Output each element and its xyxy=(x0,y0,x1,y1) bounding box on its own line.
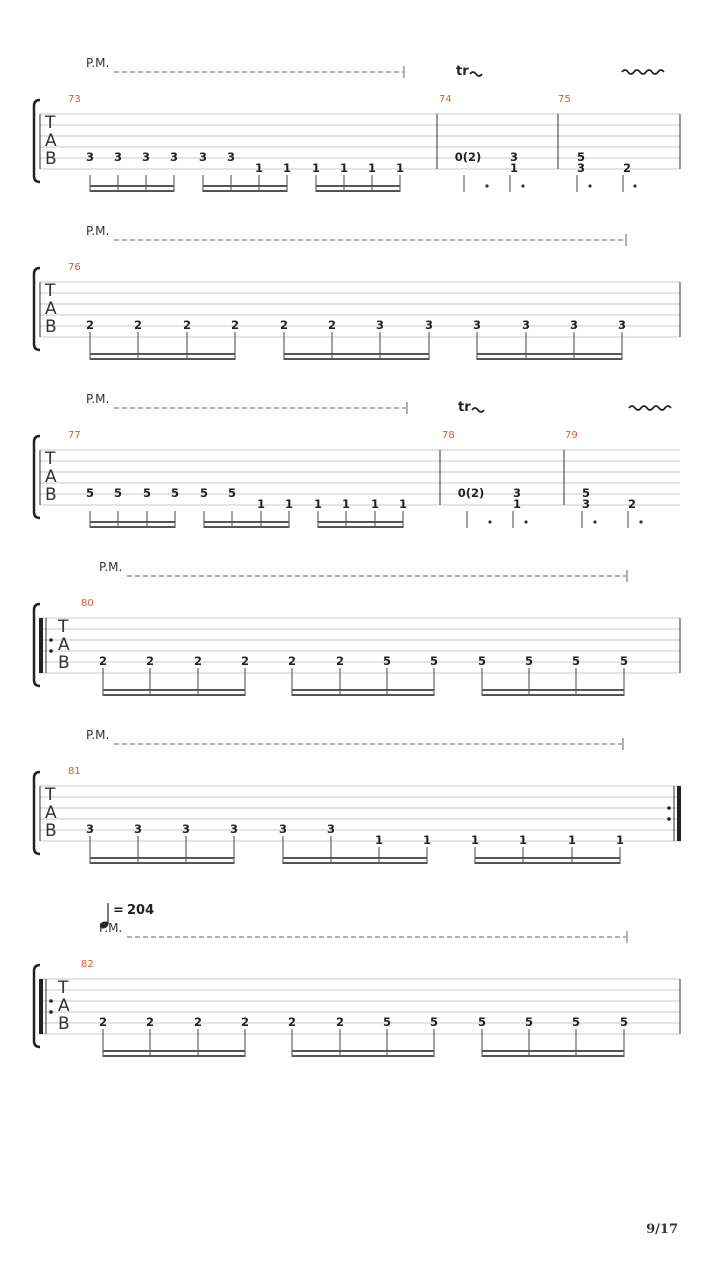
bar-number: 80 xyxy=(81,598,94,609)
fret-number: 2 xyxy=(240,654,250,668)
fret-number: 3 xyxy=(521,318,531,332)
system-2 xyxy=(34,224,680,360)
note-stems xyxy=(90,175,623,192)
repeat-dot xyxy=(667,817,671,821)
fret-number: 3 xyxy=(278,822,288,836)
fret-number: 3 xyxy=(113,150,123,164)
tab-clef-b: B xyxy=(45,149,57,169)
tab-clef-a: A xyxy=(45,131,57,151)
beams xyxy=(90,354,622,359)
dotted-notes xyxy=(485,184,636,187)
fret-number: 3 xyxy=(576,161,586,175)
fret-number: 1 xyxy=(470,833,480,847)
fret-number: 2 xyxy=(622,161,632,175)
staff-lines xyxy=(40,979,680,1034)
fret-number: 1 xyxy=(339,161,349,175)
note-stems xyxy=(90,836,620,864)
fret-number: 0(2) xyxy=(454,150,482,164)
fret-number: 5 xyxy=(477,654,487,668)
note-stems xyxy=(103,668,624,696)
fret-number: 5 xyxy=(477,1015,487,1029)
tab-clef-b: B xyxy=(58,1014,70,1034)
fret-number: 1 xyxy=(374,833,384,847)
staff-lines xyxy=(40,618,680,673)
fret-number: 2 xyxy=(327,318,337,332)
system-3 xyxy=(34,392,680,528)
fret-number: 3 xyxy=(326,822,336,836)
tab-clef-t: T xyxy=(45,281,56,301)
fret-number: 5 xyxy=(429,1015,439,1029)
bar-number: 76 xyxy=(68,262,81,273)
fret-number: 3 xyxy=(512,486,522,500)
fret-number: 1 xyxy=(512,497,522,511)
system-6 xyxy=(34,903,680,1057)
fret-number: 3 xyxy=(169,150,179,164)
tab-clef-a: A xyxy=(58,635,70,655)
palm-mute-marker: P.M. xyxy=(86,56,110,70)
beams xyxy=(90,858,620,863)
tab-clef-b: B xyxy=(45,317,57,337)
fret-number: 3 xyxy=(133,822,143,836)
tab-clef-t: T xyxy=(58,617,69,637)
fret-number: 1 xyxy=(509,161,519,175)
bar-number: 81 xyxy=(68,766,81,777)
fret-number: 5 xyxy=(227,486,237,500)
fret-number: 3 xyxy=(181,822,191,836)
repeat-end-thick-bar xyxy=(677,786,681,841)
tab-clef-a: A xyxy=(45,299,57,319)
fret-number: 3 xyxy=(198,150,208,164)
trill-wave-icon xyxy=(470,72,482,76)
palm-mute-marker: P.M. xyxy=(86,728,110,742)
fret-number: 1 xyxy=(311,161,321,175)
fret-number: 5 xyxy=(382,1015,392,1029)
bar-number: 75 xyxy=(558,94,571,105)
system-4 xyxy=(34,560,680,696)
fret-number: 3 xyxy=(141,150,151,164)
beams xyxy=(103,690,624,695)
fret-number: 1 xyxy=(313,497,323,511)
beams xyxy=(90,522,403,527)
fret-number: 5 xyxy=(170,486,180,500)
fret-number: 1 xyxy=(367,161,377,175)
repeat-start-thick-bar xyxy=(39,979,43,1034)
palm-mute-marker: P.M. xyxy=(99,921,123,935)
fret-number: 2 xyxy=(182,318,192,332)
fret-number: 5 xyxy=(429,654,439,668)
tab-clef-a: A xyxy=(58,996,70,1016)
fret-number: 3 xyxy=(581,497,591,511)
bar-number: 78 xyxy=(442,430,455,441)
fret-number: 5 xyxy=(142,486,152,500)
repeat-start-thick-bar xyxy=(39,618,43,673)
note-stems xyxy=(90,511,628,528)
fret-number: 2 xyxy=(145,654,155,668)
vibrato-wave-icon xyxy=(622,70,664,74)
system-bracket xyxy=(34,268,40,350)
system-bracket xyxy=(34,436,40,518)
fret-number: 2 xyxy=(85,318,95,332)
bar-number: 82 xyxy=(81,959,94,970)
tempo-equals: = xyxy=(113,903,124,918)
fret-number: 2 xyxy=(627,497,637,511)
fret-number: 3 xyxy=(569,318,579,332)
fret-number: 1 xyxy=(370,497,380,511)
dotted-notes xyxy=(488,520,642,523)
fret-number: 3 xyxy=(375,318,385,332)
fret-number: 1 xyxy=(254,161,264,175)
page-number: 9/17 xyxy=(646,1222,678,1237)
repeat-dot xyxy=(49,999,53,1003)
fret-number: 5 xyxy=(524,654,534,668)
tab-clef-b: B xyxy=(45,485,57,505)
bar-number: 74 xyxy=(439,94,452,105)
system-bracket xyxy=(34,772,40,854)
tab-clef-b: B xyxy=(58,653,70,673)
fret-number: 3 xyxy=(617,318,627,332)
tab-clef-t: T xyxy=(45,449,56,469)
fret-number: 2 xyxy=(335,1015,345,1029)
system-5 xyxy=(34,728,681,864)
fret-number: 3 xyxy=(229,822,239,836)
fret-number: 5 xyxy=(199,486,209,500)
fret-number: 1 xyxy=(341,497,351,511)
tab-clef-b: B xyxy=(45,821,57,841)
fret-number: 5 xyxy=(619,1015,629,1029)
fret-number: 3 xyxy=(226,150,236,164)
fret-number: 1 xyxy=(398,497,408,511)
fret-number: 3 xyxy=(85,822,95,836)
palm-mute-marker: P.M. xyxy=(99,560,123,574)
system-1 xyxy=(34,56,680,192)
fret-number: 2 xyxy=(279,318,289,332)
trill-marker: tr xyxy=(458,400,471,415)
fret-number: 1 xyxy=(567,833,577,847)
fret-number: 5 xyxy=(382,654,392,668)
fret-number: 2 xyxy=(145,1015,155,1029)
fret-number: 5 xyxy=(571,1015,581,1029)
fret-number: 1 xyxy=(256,497,266,511)
fret-number: 5 xyxy=(113,486,123,500)
fret-number: 2 xyxy=(98,1015,108,1029)
fret-number: 5 xyxy=(619,654,629,668)
bar-number: 77 xyxy=(68,430,81,441)
fret-number: 3 xyxy=(85,150,95,164)
fret-number: 2 xyxy=(240,1015,250,1029)
trill-wave-icon xyxy=(472,408,484,412)
fret-number: 2 xyxy=(287,1015,297,1029)
tab-clef-a: A xyxy=(45,467,57,487)
tab-clef-t: T xyxy=(45,785,56,805)
repeat-dot xyxy=(667,806,671,810)
repeat-dot xyxy=(49,649,53,653)
tab-clef-a: A xyxy=(45,803,57,823)
fret-number: 2 xyxy=(98,654,108,668)
note-stems xyxy=(103,1029,624,1057)
fret-number: 2 xyxy=(193,654,203,668)
vibrato-wave-icon xyxy=(629,406,671,410)
fret-number: 3 xyxy=(509,150,519,164)
fret-number: 5 xyxy=(524,1015,534,1029)
fret-number: 5 xyxy=(581,486,591,500)
fret-number: 3 xyxy=(472,318,482,332)
trill-marker: tr xyxy=(456,64,469,79)
note-stems xyxy=(90,332,622,360)
bar-number: 79 xyxy=(565,430,578,441)
repeat-dot xyxy=(49,638,53,642)
fret-number: 2 xyxy=(230,318,240,332)
fret-number: 1 xyxy=(395,161,405,175)
fret-number: 5 xyxy=(571,654,581,668)
beams xyxy=(103,1051,624,1056)
repeat-dot xyxy=(49,1010,53,1014)
bar-number: 73 xyxy=(68,94,81,105)
fret-number: 5 xyxy=(85,486,95,500)
fret-number: 0(2) xyxy=(457,486,485,500)
system-bracket xyxy=(34,100,40,182)
beams xyxy=(90,186,400,191)
fret-number: 5 xyxy=(576,150,586,164)
fret-number: 1 xyxy=(422,833,432,847)
fret-number: 3 xyxy=(424,318,434,332)
fret-number: 2 xyxy=(133,318,143,332)
fret-number: 2 xyxy=(335,654,345,668)
fret-number: 2 xyxy=(193,1015,203,1029)
fret-number: 1 xyxy=(518,833,528,847)
tab-clef-t: T xyxy=(45,113,56,133)
tab-clef-t: T xyxy=(58,978,69,998)
palm-mute-marker: P.M. xyxy=(86,224,110,238)
fret-number: 1 xyxy=(615,833,625,847)
palm-mute-marker: P.M. xyxy=(86,392,110,406)
fret-number: 1 xyxy=(284,497,294,511)
fret-number: 2 xyxy=(287,654,297,668)
fret-number: 1 xyxy=(282,161,292,175)
tempo-value: 204 xyxy=(127,903,155,918)
